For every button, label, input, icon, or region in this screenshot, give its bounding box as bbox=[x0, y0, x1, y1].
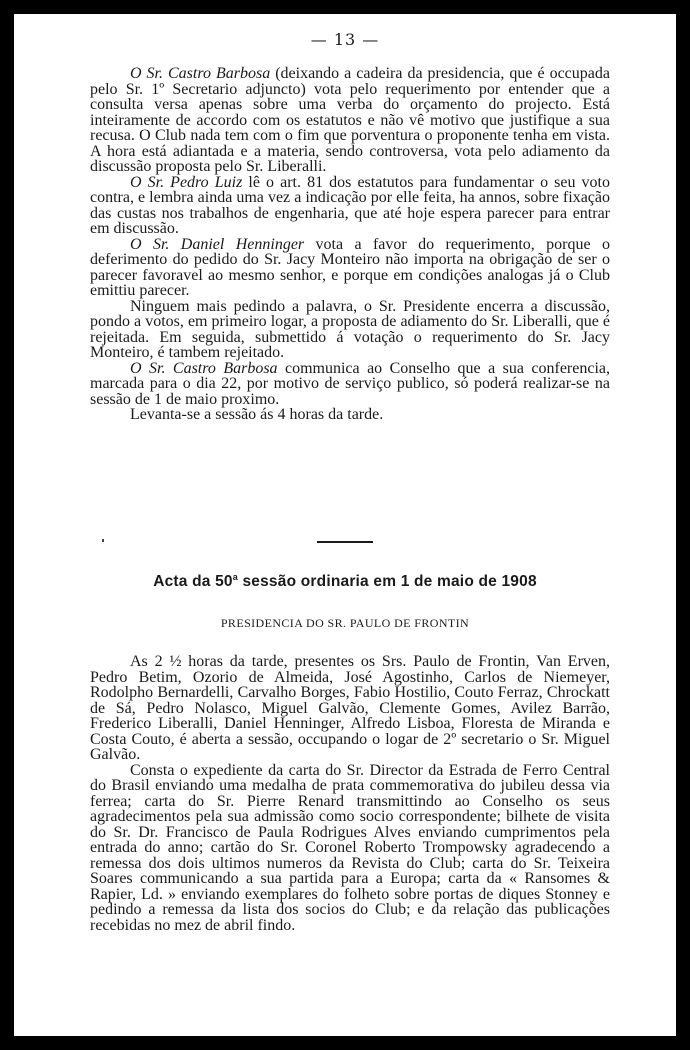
speaker-name: O Sr. Castro Barbosa bbox=[130, 359, 278, 377]
minutes-section-50 bbox=[90, 654, 610, 933]
page-number: — 13 — bbox=[310, 30, 380, 49]
ordinal-indicator: a bbox=[232, 572, 238, 582]
paragraph bbox=[90, 361, 610, 408]
section-divider bbox=[317, 541, 373, 543]
paragraph bbox=[90, 237, 610, 299]
paragraph bbox=[90, 66, 610, 175]
paragraph-text: vota a favor do requerimento, porque o deferimento do pedido do Sr. Jacy Monteiro não importa na obrigação de ser o parecer favoravel ao mesmo senhor, e porque em condições analogas já o Club emittiu parecer. bbox=[90, 235, 611, 299]
paragraph-text: (deixando a cadeira da presidencia, que é occupada pelo Sr. 1º Secretario adjuncto) vota pelo requerimento por entender que a consulta versa apenas sobre uma verba do orçamento do projecto. Está inteiramente de accordo com os estatutos e não vê motivo que justifique a sua recusa. O Club nada tem com o fim que porventura o proponente tenha em vista. A hora está adiantada e a materia, sendo controversa, vota pelo adiamento da discussão proposta pelo Sr. Liberalli. bbox=[90, 65, 610, 175]
paragraph-text: Consta o expediente da carta do Sr. Director da Estrada de Ferro Central do Brasil enviando uma medalha de prata commemorativa do jubileu dessa via ferrea; carta do Sr. Pierre Renard transmittindo ao Conselho os seus agradecimentos pela sua admissão como socio correspondente; bilhete de visita do Sr. Dr. Francisco de Paula Rodrigues Alves enviando cumprimentos pela entrada do anno; cartão do Sr. Coronel Roberto Trompowsky agradecendo a remessa dos dois ultimos numeros da Revista do Club; carta do Sr. Teixeira Soares communicando a sua partida para a Europa; carta da « Ransomes & Rapier, Ld. » enviando exemplares do folheto sobre portas de diques Stonney e pedindo a remessa da lista dos socios do Club; e da relação das publicações recebidas no mez de abril findo. bbox=[90, 761, 610, 934]
document-page bbox=[14, 14, 676, 1036]
paragraph-text: Ninguem mais pedindo a palavra, o Sr. Presidente encerra a discussão, pondo a votos, em primeiro logar, a proposta de adiamento do Sr. Liberalli, que é rejeitada. Em seguida, submettido á votação o requerimento do Sr. Jacy Monteiro, é tambem rejeitado. bbox=[90, 297, 610, 361]
session-title-start: Acta da 50 bbox=[153, 573, 233, 591]
speaker-name: O Sr. Daniel Henninger bbox=[130, 235, 305, 253]
speaker-name: O Sr. Pedro Luiz bbox=[130, 173, 243, 191]
paragraph bbox=[90, 407, 610, 423]
session-title bbox=[14, 572, 676, 591]
paragraph-text: lê o art. 81 dos estatutos para fundamentar o seu voto contra, e lembra ainda uma vez a indicação por elle feita, ha annos, sobre fixação das custas nos trabalhos de engenharia, que até hoje espera parecer para entrar em discussão. bbox=[90, 173, 610, 237]
paragraph bbox=[90, 299, 610, 361]
paragraph bbox=[90, 763, 610, 934]
print-speck bbox=[102, 539, 104, 542]
session-title-rest: sessão ordinaria em 1 de maio de 1908 bbox=[237, 573, 537, 591]
paragraph-text: As 2 ½ horas da tarde, presentes os Srs. Paulo de Frontin, Van Erven, Pedro Betim, Ozorio de Almeida, José Agostinho, Carlos de Niemeyer, Rodolpho Bernardelli, Carvalho Borges, Fabio Hostilio, Couto Ferraz, Chrockatt de Sá, Pedro Nolasco, Miguel Galvão, Clemente Gomes, Avilez Barrão, Frederico Liberalli, Daniel Henninger, Alfredo Lisboa, Floresta de Miranda e Costa Couto, é aberta a sessão, occupando o logar de 2º secretario o Sr. Miguel Galvão. bbox=[90, 653, 610, 763]
minutes-section-49 bbox=[90, 66, 610, 423]
paragraph-text: Levanta-se a sessão ás 4 horas da tarde. bbox=[130, 406, 384, 423]
paragraph bbox=[90, 654, 610, 763]
paragraph bbox=[90, 175, 610, 237]
presidency-heading: PRESIDENCIA DO SR. PAULO DE FRONTIN bbox=[220, 616, 470, 630]
paragraph-text: communica ao Conselho que a sua conferencia, marcada para o dia 22, por motivo de serviço publico, só poderá realizar-se na sessão de 1 de maio proximo. bbox=[90, 359, 610, 408]
speaker-name: O Sr. Castro Barbosa bbox=[130, 65, 271, 82]
